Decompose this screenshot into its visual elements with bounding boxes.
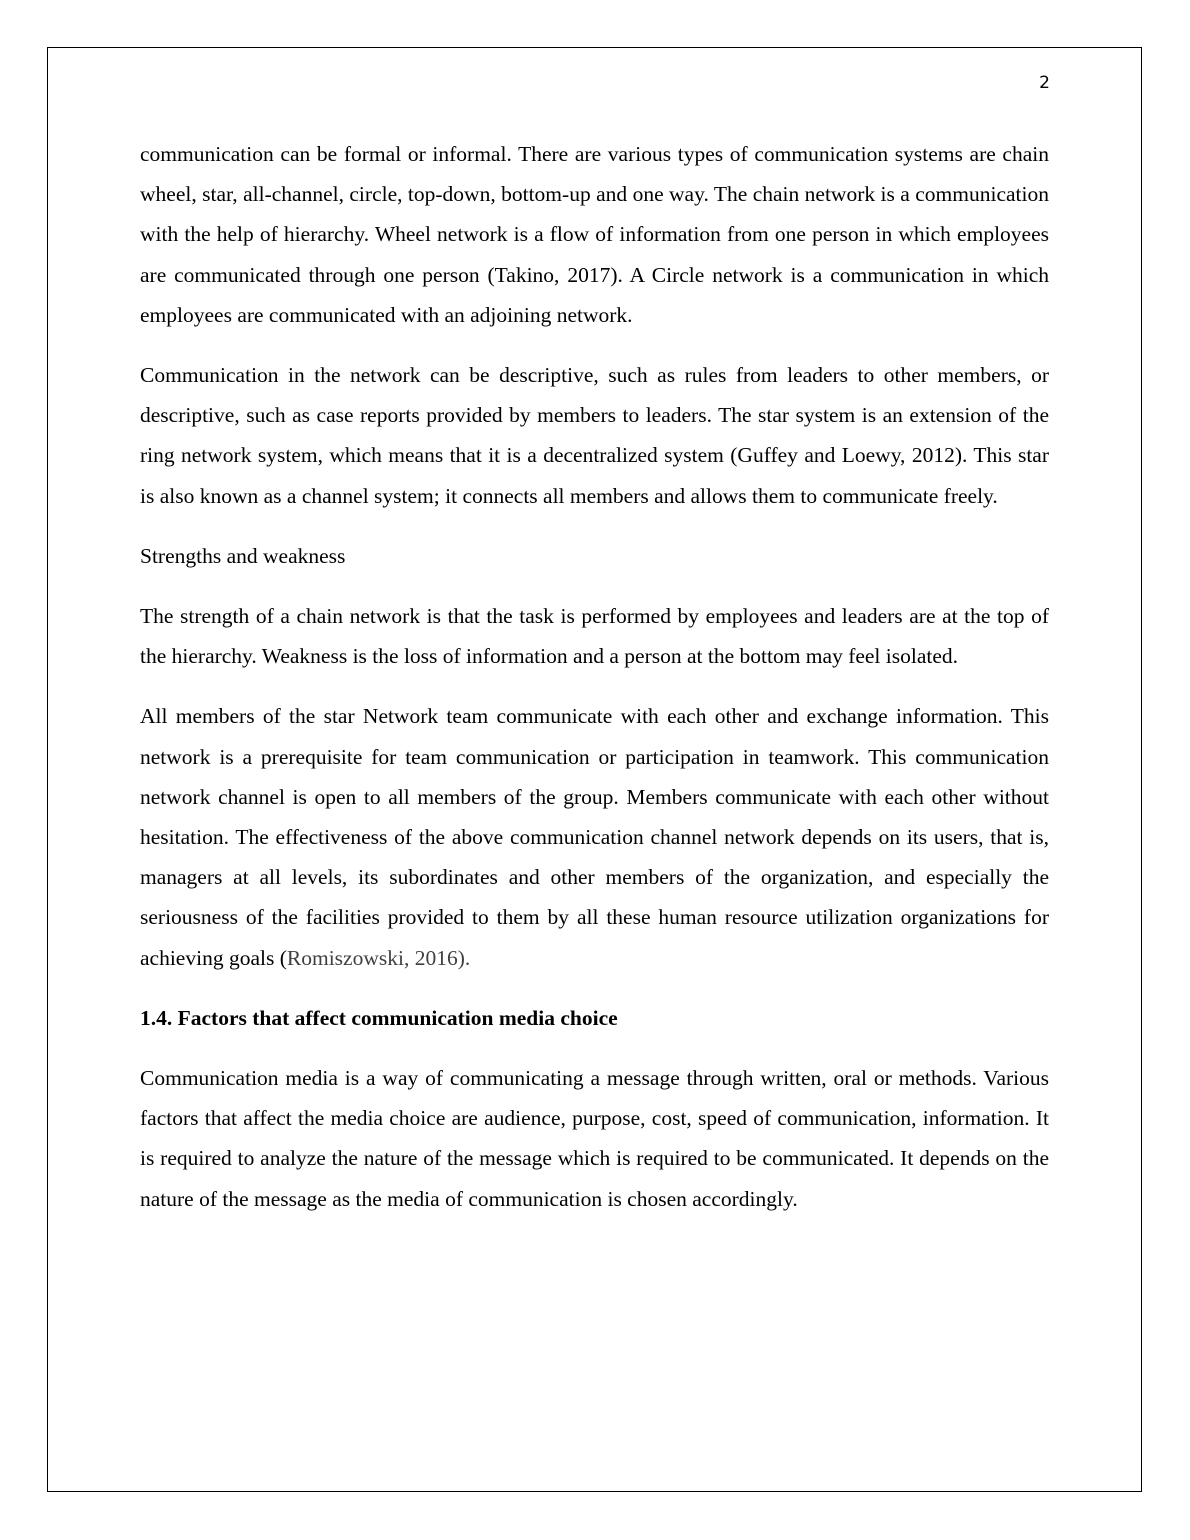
paragraph-communication-media: Communication media is a way of communicating a message through written, oral or methods. Various factors that affect the media choice are audience, purpose, cost, speed of communication, information. It is required to analyze the nature of the message which is required to be communicated. It depends on the nature of the message as the media of communication is chosen accordingly. xyxy=(140,1066,1049,1211)
paragraph-star-network-end: ). xyxy=(457,945,471,970)
paragraph-chain-strength: The strength of a chain network is that the task is performed by employees and leaders are at the top of the hierarchy. Weakness is the loss of information and a person at the bottom may feel isolated. xyxy=(140,604,1049,669)
paragraph-network-descriptive: Communication in the network can be descriptive, such as rules from leaders to other members, or descriptive, such as case reports provided by members to leaders. The star system is an extension of the ring network system, which means that it is a decentralized system (Guffey and Loewy, 2012). This star is also known as a channel system; it connects all members and allows them to communicate freely. xyxy=(140,363,1049,508)
document-body xyxy=(140,134,1049,1239)
page-number: 2 xyxy=(1039,73,1050,93)
heading-factors-media-choice: 1.4. Factors that affect communication media choice xyxy=(140,1005,618,1030)
paragraph-communication-types: communication can be formal or informal. There are various types of communication systems are chain wheel, star, all-channel, circle, top-down, bottom-up and one way. The chain network is a communication with the help of hierarchy. Wheel network is a flow of information from one person in which employees are communicated through one person (Takino, 2017). A Circle network is a communication in which employees are communicated with an adjoining network. xyxy=(140,142,1049,327)
paragraph-star-network xyxy=(140,696,1049,977)
paragraph-star-network-text: All members of the star Network team communicate with each other and exchange information. This network is a prerequisite for team communication or participation in teamwork. This communication network channel is open to all members of the group. Members communicate with each other without hesitation. The effectiveness of the above communication channel network depends on its users, that is, managers at all levels, its subordinates and other members of the organization, and especially the seriousness of the facilities provided to them by all these human resource utilization organizations for achieving goals ( xyxy=(140,704,1049,970)
heading-strengths-weakness: Strengths and weakness xyxy=(140,543,346,568)
citation-romiszowski: Romiszowski, 2016 xyxy=(286,945,458,970)
